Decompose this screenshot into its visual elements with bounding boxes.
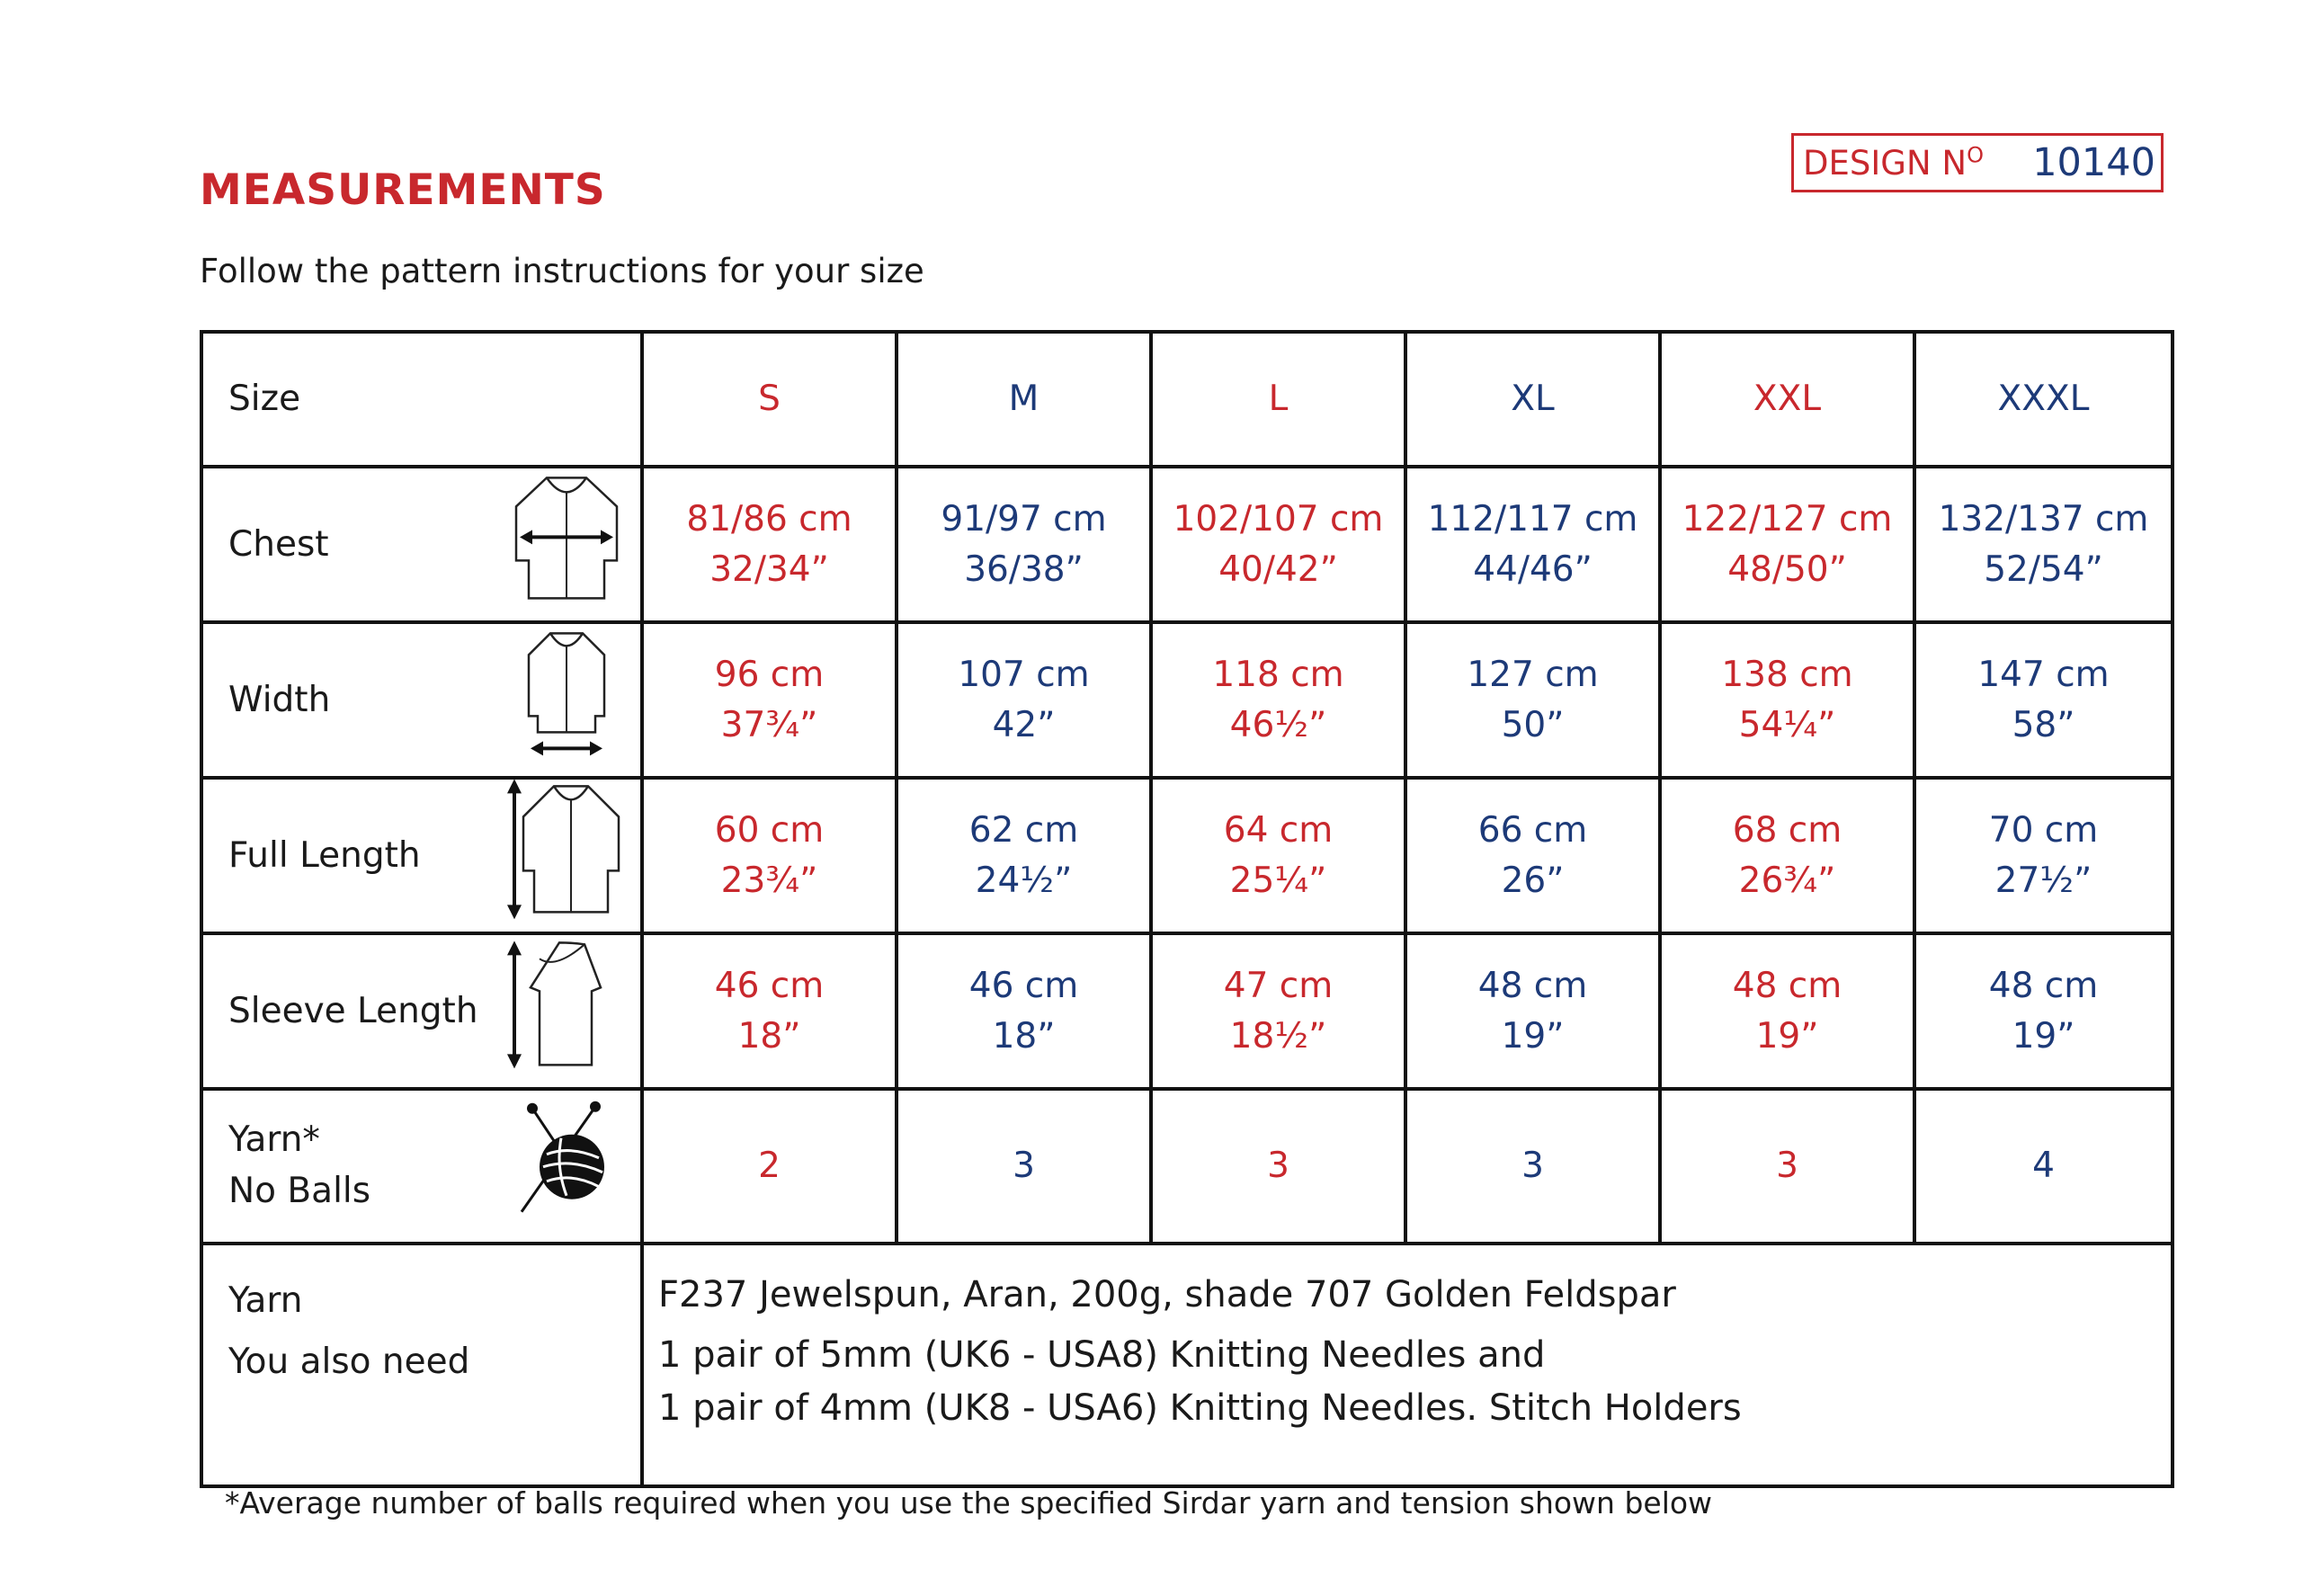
chest-row bbox=[201, 467, 2173, 622]
sleeve-length-label: Sleeve Length bbox=[228, 990, 478, 1031]
needles-line-1: 1 pair of 5mm (UK6 - USA8) Knitting Needles and bbox=[658, 1334, 1546, 1377]
chest-cell bbox=[1660, 467, 1914, 622]
chest-in: 52/54” bbox=[1984, 548, 2103, 590]
sleeve-length-cm: 46 cm bbox=[968, 966, 1079, 1007]
page-subtitle: Follow the pattern instructions for your size bbox=[200, 252, 924, 290]
size-row bbox=[201, 332, 2173, 467]
full-length-cell bbox=[642, 778, 897, 933]
sleeve-length-row bbox=[201, 933, 2173, 1089]
size-label-cell bbox=[201, 332, 642, 467]
design-number: 10140 bbox=[2032, 140, 2155, 185]
width-cell bbox=[642, 622, 897, 778]
chest-cell bbox=[642, 467, 897, 622]
sleeve-length-in: 18” bbox=[737, 1015, 801, 1057]
sleeve-length-cell bbox=[1405, 933, 1660, 1089]
width-cell bbox=[1405, 622, 1660, 778]
full-length-cell bbox=[1405, 778, 1660, 933]
size-header: XXXL bbox=[1914, 332, 2173, 467]
width-label-cell bbox=[201, 622, 642, 778]
yarn-balls-cell: 2 bbox=[642, 1089, 897, 1244]
also-need-label: You also need bbox=[228, 1342, 470, 1383]
full-length-in: 23¾” bbox=[720, 860, 818, 901]
sleeve-length-cell bbox=[1660, 933, 1914, 1089]
yarn-info-labels bbox=[201, 1244, 642, 1486]
full-length-in: 27½” bbox=[1994, 860, 2092, 901]
chest-in: 40/42” bbox=[1218, 548, 1338, 590]
yarn-balls-cell: 3 bbox=[1405, 1089, 1660, 1244]
chest-in: 36/38” bbox=[964, 548, 1084, 590]
width-cell bbox=[1914, 622, 2173, 778]
full-length-cm: 62 cm bbox=[968, 810, 1079, 851]
chest-cell bbox=[1914, 467, 2173, 622]
chest-cm: 81/86 cm bbox=[686, 499, 852, 540]
size-header: XL bbox=[1405, 332, 1660, 467]
size-header: XXL bbox=[1660, 332, 1914, 467]
size-header: M bbox=[897, 332, 1151, 467]
chest-cell bbox=[1151, 467, 1405, 622]
width-in: 42” bbox=[992, 704, 1056, 745]
width-in: 54¼” bbox=[1738, 704, 1836, 745]
design-label-sup: O bbox=[1967, 142, 1984, 168]
yarn-balls-cell: 3 bbox=[1151, 1089, 1405, 1244]
width-cell bbox=[1660, 622, 1914, 778]
width-cell bbox=[1151, 622, 1405, 778]
sleeve-length-cm: 47 cm bbox=[1223, 966, 1334, 1007]
yarn-ball-needles-icon bbox=[516, 1101, 615, 1233]
yarn-label: Yarn bbox=[228, 1280, 303, 1321]
design-label-text: DESIGN N bbox=[1803, 143, 1967, 183]
chest-in: 32/34” bbox=[709, 548, 829, 590]
width-in: 58” bbox=[2012, 704, 2075, 745]
full-length-measure-icon bbox=[498, 777, 624, 934]
width-row bbox=[201, 622, 2173, 778]
full-length-cell bbox=[897, 778, 1151, 933]
needles-line-2: 1 pair of 4mm (UK8 - USA6) Knitting Needles. Stitch Holders bbox=[658, 1387, 1742, 1430]
full-length-in: 24½” bbox=[975, 860, 1073, 901]
sleeve-length-cm: 48 cm bbox=[1988, 966, 2099, 1007]
footnote: *Average number of balls required when you use the specified Sirdar yarn and tension shown below bbox=[225, 1485, 1713, 1520]
width-cm: 96 cm bbox=[714, 655, 825, 696]
sleeve-length-cell bbox=[642, 933, 897, 1089]
chest-label-cell bbox=[201, 467, 642, 622]
chest-cell bbox=[897, 467, 1151, 622]
sleeve-length-label-cell bbox=[201, 933, 642, 1089]
yarn-info-values bbox=[642, 1244, 2173, 1486]
sleeve-length-in: 19” bbox=[1755, 1015, 1819, 1057]
chest-cm: 112/117 cm bbox=[1427, 499, 1638, 540]
chest-cm: 102/107 cm bbox=[1173, 499, 1384, 540]
full-length-label-cell bbox=[201, 778, 642, 933]
sleeve-length-cm: 48 cm bbox=[1477, 966, 1588, 1007]
sleeve-length-cell bbox=[1914, 933, 2173, 1089]
chest-cell bbox=[1405, 467, 1660, 622]
yarn-info-row bbox=[201, 1244, 2173, 1486]
full-length-cell bbox=[1660, 778, 1914, 933]
design-label bbox=[1803, 144, 1984, 183]
width-in: 46½” bbox=[1229, 704, 1327, 745]
full-length-cm: 68 cm bbox=[1732, 810, 1842, 851]
full-length-cell bbox=[1151, 778, 1405, 933]
page-title: MEASUREMENTS bbox=[200, 165, 606, 215]
full-length-cm: 60 cm bbox=[714, 810, 825, 851]
width-cm: 107 cm bbox=[958, 655, 1090, 696]
width-cm: 118 cm bbox=[1212, 655, 1344, 696]
full-length-cell bbox=[1914, 778, 2173, 933]
size-header: S bbox=[642, 332, 897, 467]
width-cell bbox=[897, 622, 1151, 778]
yarn-balls-label-2: No Balls bbox=[228, 1171, 371, 1211]
full-length-in: 25¼” bbox=[1229, 860, 1327, 901]
yarn-balls-cell: 4 bbox=[1914, 1089, 2173, 1244]
yarn-balls-row bbox=[201, 1089, 2173, 1244]
sleeve-length-measure-icon bbox=[502, 937, 606, 1085]
width-in: 50” bbox=[1501, 704, 1565, 745]
chest-in: 48/50” bbox=[1727, 548, 1847, 590]
width-cm: 127 cm bbox=[1467, 655, 1599, 696]
full-length-row bbox=[201, 778, 2173, 933]
yarn-balls-label-1: Yarn* bbox=[228, 1119, 320, 1161]
chest-cm: 91/97 cm bbox=[941, 499, 1107, 540]
width-label: Width bbox=[228, 679, 331, 720]
yarn-balls-label-cell bbox=[201, 1089, 642, 1244]
sleeve-length-cm: 48 cm bbox=[1732, 966, 1842, 1007]
yarn-value: F237 Jewelspun, Aran, 200g, shade 707 Golden Feldspar bbox=[658, 1274, 1676, 1315]
sleeve-length-cm: 46 cm bbox=[714, 966, 825, 1007]
chest-in: 44/46” bbox=[1473, 548, 1593, 590]
sleeve-length-in: 19” bbox=[1501, 1015, 1565, 1057]
chest-label: Chest bbox=[228, 523, 329, 565]
yarn-balls-cell: 3 bbox=[897, 1089, 1151, 1244]
chest-cm: 122/127 cm bbox=[1682, 499, 1893, 540]
size-header: L bbox=[1151, 332, 1405, 467]
size-label: Size bbox=[228, 379, 301, 420]
yarn-balls-cell: 3 bbox=[1660, 1089, 1914, 1244]
width-measure-icon bbox=[523, 626, 610, 774]
chest-measure-icon bbox=[511, 470, 622, 619]
sleeve-length-in: 18” bbox=[992, 1015, 1056, 1057]
full-length-in: 26¾” bbox=[1738, 860, 1836, 901]
width-in: 37¾” bbox=[720, 704, 818, 745]
width-cm: 147 cm bbox=[1977, 655, 2110, 696]
full-length-cm: 70 cm bbox=[1988, 810, 2099, 851]
full-length-cm: 66 cm bbox=[1477, 810, 1588, 851]
width-cm: 138 cm bbox=[1721, 655, 1853, 696]
design-number-box bbox=[1791, 133, 2164, 192]
sleeve-length-cell bbox=[897, 933, 1151, 1089]
full-length-label: Full Length bbox=[228, 834, 421, 876]
full-length-cm: 64 cm bbox=[1223, 810, 1334, 851]
chest-cm: 132/137 cm bbox=[1938, 499, 2149, 540]
sleeve-length-cell bbox=[1151, 933, 1405, 1089]
measurements-table bbox=[200, 330, 2174, 1488]
sleeve-length-in: 19” bbox=[2012, 1015, 2075, 1057]
full-length-in: 26” bbox=[1501, 860, 1565, 901]
sleeve-length-in: 18½” bbox=[1229, 1015, 1327, 1057]
